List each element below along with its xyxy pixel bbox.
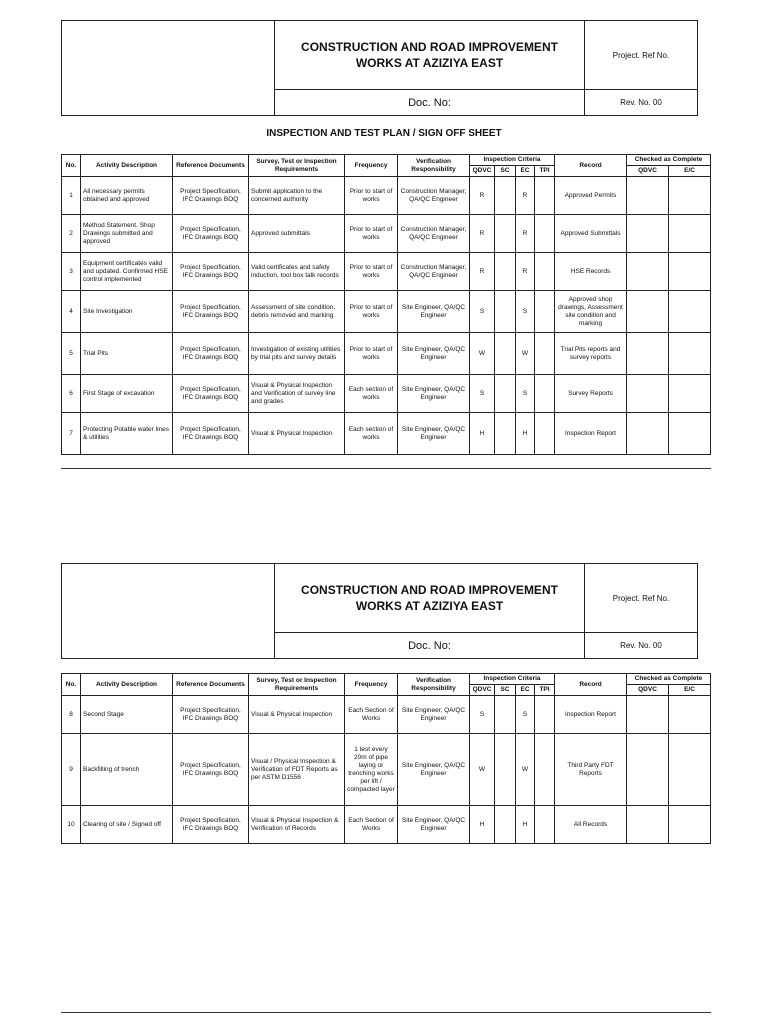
col-inspection-criteria: Inspection Criteria [470,674,555,685]
cell-survey: Visual & Physical Inspection [249,696,345,734]
cell-record: Approved shop drawings, Assessment site condition and marking [555,291,627,333]
cell-sc [495,375,516,413]
cell-survey: Submit application to the concerned authority [249,177,345,215]
cell-sc [495,253,516,291]
cell-verification: Site Engineer, QA/QC Engineer [398,291,470,333]
cell-record: Approved Submittals [555,215,627,253]
cell-survey: Visual & Physical Inspection & Verification of Records [249,806,345,844]
cell-tpi [535,413,555,455]
cell-activity: First Stage of excavation [81,375,173,413]
cell-no: 4 [62,291,81,333]
cell-ec: R [516,177,535,215]
cell-frequency: Prior to start of works [345,291,398,333]
cell-reference: Project Specification, IFC Drawings BOQ [173,696,249,734]
cell-checked-ec [669,375,711,413]
cell-reference: Project Specification, IFC Drawings BOQ [173,253,249,291]
cell-record: All Records [555,806,627,844]
cell-sc [495,215,516,253]
cell-qdvc: W [470,734,495,806]
logo-cell [62,21,275,115]
cell-tpi [535,696,555,734]
cell-qdvc: R [470,177,495,215]
project-ref-label: Project. Ref No. [585,564,697,633]
cell-sc [495,291,516,333]
cell-ec: S [516,696,535,734]
page1-bottom-rule [61,468,711,469]
cell-survey: Investigation of existing utilities by trial pits and survey details [249,333,345,375]
col-qdvc: QDVC [470,166,495,177]
cell-survey: Visual / Physical Inspection & Verification of FDT Reports as per ASTM D1556 [249,734,345,806]
cell-checked-qdvc [627,333,669,375]
cell-tpi [535,291,555,333]
col-tpi: TPI [535,685,555,696]
cell-record: Survey Reports [555,375,627,413]
cell-no: 1 [62,177,81,215]
table-row [62,333,711,375]
cell-checked-qdvc [627,177,669,215]
table-row [62,734,711,806]
cell-reference: Project Specification, IFC Drawings BOQ [173,215,249,253]
cell-frequency: Each Section of Works [345,806,398,844]
cell-ec: H [516,806,535,844]
cell-no: 8 [62,696,81,734]
cell-ec: H [516,413,535,455]
cell-checked-ec [669,696,711,734]
cell-tpi [535,215,555,253]
cell-frequency: Prior to start of works [345,215,398,253]
project-title: CONSTRUCTION AND ROAD IMPROVEMENT WORKS AT AZIZIYA EAST [275,21,585,90]
cell-activity: All necessary permits obtained and approved [81,177,173,215]
table-row [62,696,711,734]
col-sc: SC [495,685,516,696]
cell-verification: Construction Manager, QA/QC Engineer [398,215,470,253]
cell-activity: Second Stage [81,696,173,734]
table-row [62,413,711,455]
cell-frequency: Prior to start of works [345,253,398,291]
cell-checked-qdvc [627,413,669,455]
col-ec: EC [516,166,535,177]
table-row [62,806,711,844]
cell-record: Approved Permits [555,177,627,215]
col-record: Record [555,674,627,696]
cell-checked-ec [669,177,711,215]
cell-ec: R [516,253,535,291]
cell-activity: Backfilling of trench [81,734,173,806]
cell-checked-ec [669,734,711,806]
col-reference: Reference Documents [173,155,249,177]
cell-qdvc: R [470,253,495,291]
cell-qdvc: S [470,375,495,413]
cell-checked-qdvc [627,253,669,291]
cell-tpi [535,333,555,375]
cell-sc [495,696,516,734]
cell-activity: Clearing of site / Signed off [81,806,173,844]
col-checked-ec: E/C [669,166,711,177]
cell-reference: Project Specification, IFC Drawings BOQ [173,413,249,455]
cell-verification: Construction Manager, QA/QC Engineer [398,253,470,291]
cell-reference: Project Specification, IFC Drawings BOQ [173,291,249,333]
rev-no-label: Rev. No. 00 [620,641,662,650]
cell-frequency: Prior to start of works [345,177,398,215]
table-row [62,215,711,253]
cell-checked-ec [669,215,711,253]
cell-tpi [535,806,555,844]
cell-reference: Project Specification, IFC Drawings BOQ [173,734,249,806]
col-no: No. [62,674,81,696]
cell-reference: Project Specification, IFC Drawings BOQ [173,375,249,413]
cell-frequency: Each Section of Works [345,696,398,734]
cell-verification: Site Engineer, QA/QC Engineer [398,375,470,413]
project-title: CONSTRUCTION AND ROAD IMPROVEMENT WORKS AT AZIZIYA EAST [275,564,585,633]
cell-qdvc: H [470,413,495,455]
col-reference: Reference Documents [173,674,249,696]
col-verification: Verification Responsibility [398,155,470,177]
cell-qdvc: R [470,215,495,253]
cell-qdvc: S [470,291,495,333]
cell-reference: Project Specification, IFC Drawings BOQ [173,806,249,844]
cell-tpi [535,253,555,291]
cell-verification: Site Engineer, QA/QC Engineer [398,734,470,806]
col-checked-ec: E/C [669,685,711,696]
cell-no: 2 [62,215,81,253]
cell-activity: Equipment certificates valid and updated. Confirmed HSE control implemented [81,253,173,291]
cell-verification: Construction Manager, QA/QC Engineer [398,177,470,215]
table-row [62,253,711,291]
col-survey: Survey, Test or Inspection Requirements [249,155,345,177]
itp-table-page1 [61,154,711,455]
cell-sc [495,734,516,806]
cell-checked-qdvc [627,806,669,844]
cell-checked-ec [669,291,711,333]
cell-frequency: Prior to start of works [345,333,398,375]
cell-sc [495,806,516,844]
table-row [62,291,711,333]
cell-survey: Approved submittals [249,215,345,253]
col-verification: Verification Responsibility [398,674,470,696]
cell-checked-qdvc [627,215,669,253]
table-row [62,375,711,413]
table-row [62,177,711,215]
cell-reference: Project Specification, IFC Drawings BOQ [173,333,249,375]
cell-qdvc: S [470,696,495,734]
cell-record: Inspection Report [555,413,627,455]
col-checked: Checked as Complete [627,674,711,685]
cell-survey: Valid certificates and safety induction, tool box talk records [249,253,345,291]
cell-survey: Assessment of site condition, debris removed and marking [249,291,345,333]
col-frequency: Frequency [345,155,398,177]
itp-table-page2 [61,673,711,844]
cell-reference: Project Specification, IFC Drawings BOQ [173,177,249,215]
cell-activity: Method Statement, Shop Drawings submitted and approved [81,215,173,253]
header-block-page2 [61,563,698,659]
cell-activity: Trial Pits [81,333,173,375]
cell-checked-qdvc [627,291,669,333]
cell-record: HSE Records [555,253,627,291]
col-checked-qdvc: QDVC [627,166,669,177]
cell-checked-ec [669,413,711,455]
col-inspection-criteria: Inspection Criteria [470,155,555,166]
cell-record: Inspection Report [555,696,627,734]
col-survey: Survey, Test or Inspection Requirements [249,674,345,696]
col-qdvc: QDVC [470,685,495,696]
sheet-title: INSPECTION AND TEST PLAN / SIGN OFF SHEET [266,128,502,139]
cell-ec: S [516,291,535,333]
cell-survey: Visual & Physical Inspection and Verification of survey line and grades [249,375,345,413]
cell-verification: Site Engineer, QA/QC Engineer [398,806,470,844]
cell-survey: Visual & Physical Inspection [249,413,345,455]
cell-verification: Site Engineer, QA/QC Engineer [398,696,470,734]
cell-qdvc: W [470,333,495,375]
cell-no: 3 [62,253,81,291]
cell-verification: Site Engineer, QA/QC Engineer [398,413,470,455]
doc-no-label: Doc. No: [275,90,585,115]
col-frequency: Frequency [345,674,398,696]
cell-no: 10 [62,806,81,844]
cell-checked-ec [669,333,711,375]
cell-checked-qdvc [627,375,669,413]
cell-sc [495,413,516,455]
col-checked: Checked as Complete [627,155,711,166]
cell-record: Trial Pits reports and survey reports [555,333,627,375]
col-activity: Activity Description [81,155,173,177]
cell-sc [495,177,516,215]
cell-ec: W [516,333,535,375]
cell-ec: S [516,375,535,413]
cell-ec: W [516,734,535,806]
cell-tpi [535,375,555,413]
cell-frequency: 1 test every 20m of pipe laying or trenching works per lift / compacted layer [345,734,398,806]
cell-record: Third Party FDT Reports [555,734,627,806]
col-activity: Activity Description [81,674,173,696]
col-tpi: TPI [535,166,555,177]
cell-tpi [535,734,555,806]
cell-checked-ec [669,806,711,844]
cell-activity: Protecting Potable water lines & utilities [81,413,173,455]
page2-bottom-rule [61,1012,711,1013]
col-record: Record [555,155,627,177]
cell-sc [495,333,516,375]
cell-tpi [535,177,555,215]
cell-no: 6 [62,375,81,413]
cell-no: 9 [62,734,81,806]
cell-checked-ec [669,253,711,291]
cell-no: 7 [62,413,81,455]
cell-checked-qdvc [627,734,669,806]
cell-frequency: Each section of works [345,413,398,455]
project-ref-label: Project. Ref No. [585,21,697,90]
cell-activity: Site Investigation [81,291,173,333]
cell-frequency: Each section of works [345,375,398,413]
cell-verification: Site Engineer, QA/QC Engineer [398,333,470,375]
cell-checked-qdvc [627,696,669,734]
col-no: No. [62,155,81,177]
logo-cell [62,564,275,658]
rev-no-label: Rev. No. 00 [620,98,662,107]
header-block-page1 [61,20,698,116]
col-sc: SC [495,166,516,177]
col-ec: EC [516,685,535,696]
cell-no: 5 [62,333,81,375]
doc-no-label: Doc. No: [275,633,585,658]
cell-ec: R [516,215,535,253]
col-checked-qdvc: QDVC [627,685,669,696]
cell-qdvc: H [470,806,495,844]
